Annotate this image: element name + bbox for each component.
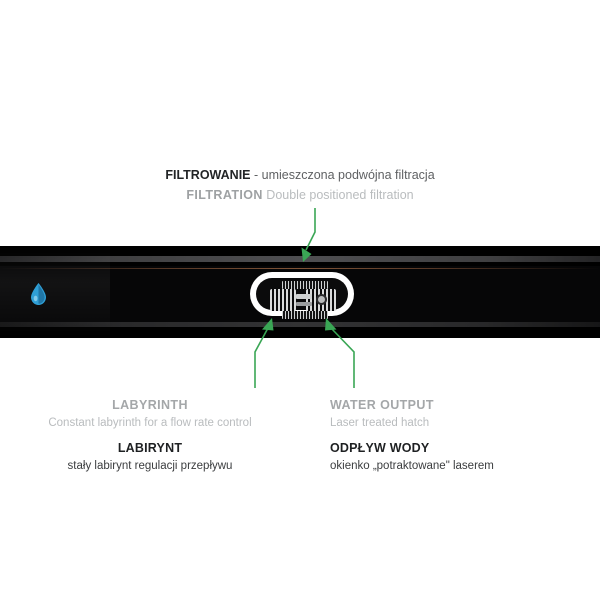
tape-gloss xyxy=(0,246,110,338)
water-output-title-en: WATER OUTPUT xyxy=(330,398,434,412)
filtration-label-pl xyxy=(0,166,600,184)
water-output-desc-pl: okienko „potraktowane" laserem xyxy=(330,459,494,472)
annotation-water-output xyxy=(330,396,586,475)
filtration-label-pl-bold: FILTROWANIE xyxy=(165,168,251,182)
arrow-filtration-line xyxy=(306,208,315,250)
water-drop-icon xyxy=(30,283,47,305)
filtration-label-pl-rest: - umieszczona podwójna filtracja xyxy=(250,168,435,182)
labyrinth-title-pl: LABIRYNT xyxy=(117,441,183,455)
water-output-title-pl: ODPŁYW WODY xyxy=(330,441,430,455)
spacer xyxy=(18,432,282,439)
emitter-channel-lower xyxy=(296,302,312,306)
labyrinth-desc-pl: stały labirynt regulacji przepływu xyxy=(67,459,233,472)
filtration-label-en-bold: FILTRATION xyxy=(186,188,263,203)
emitter-inner xyxy=(256,278,348,310)
annotation-filtration xyxy=(0,166,600,204)
filter-grid-bottom-icon xyxy=(282,311,328,319)
emitter-channel-upper xyxy=(296,294,312,299)
annotation-labyrinth xyxy=(18,396,282,475)
labyrinth-left-icon xyxy=(270,289,296,311)
spacer xyxy=(330,432,586,439)
filter-grid-top-icon xyxy=(282,281,328,289)
emitter-cutaway xyxy=(250,272,354,316)
water-outlet-icon xyxy=(318,296,325,303)
labyrinth-desc-en: Constant labyrinth for a flow rate control xyxy=(48,416,252,429)
filtration-label-en-rest: Double positioned filtration xyxy=(262,188,414,203)
filtration-label-en xyxy=(0,186,600,204)
water-output-desc-en: Laser treated hatch xyxy=(330,416,430,429)
labyrinth-title-en: LABYRINTH xyxy=(112,398,188,412)
